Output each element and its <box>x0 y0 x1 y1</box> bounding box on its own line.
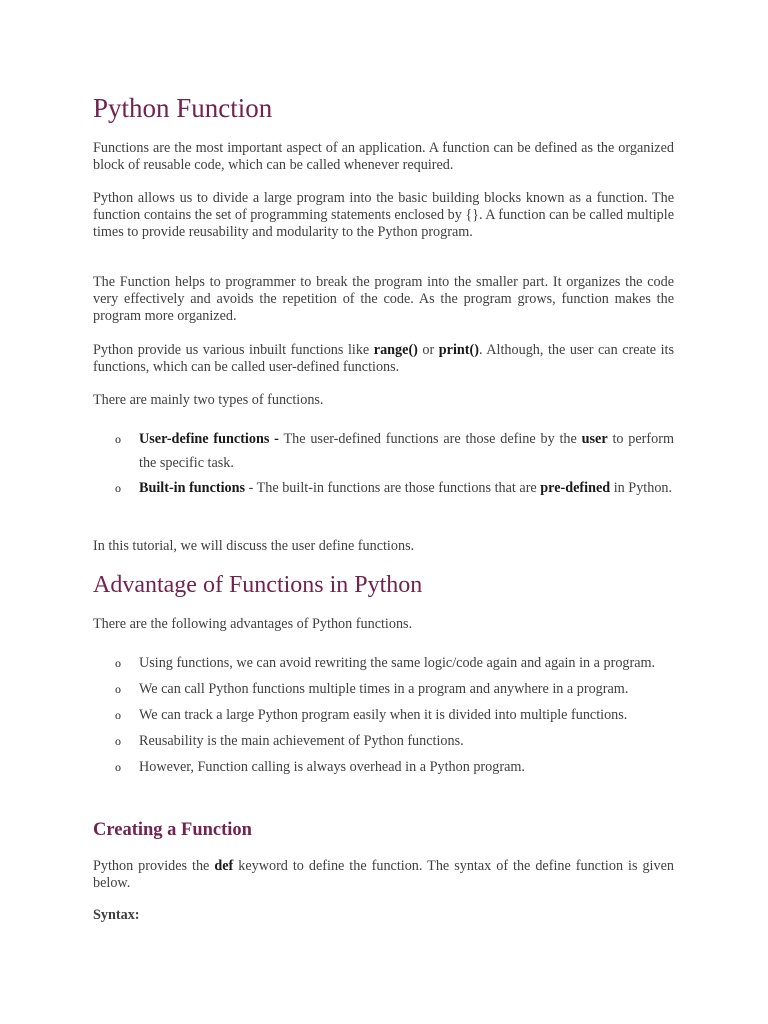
creating-function-heading: Creating a Function <box>93 820 252 840</box>
intro-p4-text-b: or <box>417 342 439 358</box>
list-item <box>93 428 674 475</box>
list-item-bold-lead: User-define functions - <box>139 431 279 447</box>
create-text-a: Python provides the <box>93 858 215 874</box>
list-item <box>93 756 674 780</box>
bullet-marker: o <box>115 432 121 446</box>
list-item-bold-inline: pre-defined <box>540 480 611 496</box>
list-item <box>93 678 674 702</box>
intro-paragraph-2: Python allows us to divide a large program into the basic building blocks known as a function. The function contains the set of programming statements enclosed by {}. A function can be called multiple times to provide reusability and modularity to the Python program. <box>93 190 674 240</box>
list-item <box>93 704 674 728</box>
page-title: Python Function <box>93 93 273 123</box>
list-item-bold-lead: Built-in functions <box>139 480 246 496</box>
advantage-intro: There are the following advantages of Python functions. <box>93 616 413 632</box>
bullet-marker: o <box>115 656 121 670</box>
bullet-marker: o <box>115 708 121 722</box>
tutorial-note: In this tutorial, we will discuss the user define functions. <box>93 538 415 554</box>
advantage-heading: Advantage of Functions in Python <box>93 572 423 598</box>
range-keyword: range() <box>373 342 418 358</box>
list-item <box>93 730 674 754</box>
list-item-bold-inline: user <box>581 431 608 447</box>
list-item-text: We can call Python functions multiple times in a program and anywhere in a program. <box>139 681 629 697</box>
intro-p4-text-c: . Although, the user can create its functions, which can be called user-defined functions. <box>93 342 674 375</box>
intro-paragraph-5: There are mainly two types of functions. <box>93 392 324 408</box>
list-item-text: We can track a large Python program easily when it is divided into multiple functions. <box>139 707 628 723</box>
intro-paragraph-1: Functions are the most important aspect of an application. A function can be defined as the organized block of reusable code, which can be called whenever required. <box>93 140 674 173</box>
list-item-text: in Python. <box>610 480 673 496</box>
def-keyword: def <box>214 858 234 874</box>
advantages-list <box>93 652 674 780</box>
intro-p4-text-a: Python provide us various inbuilt functions like <box>93 342 374 358</box>
list-item-text: The user-defined functions are those define by the <box>278 431 582 447</box>
list-item-text: Using functions, we can avoid rewriting the same logic/code again and again in a program. <box>139 655 656 671</box>
create-text-b: keyword to define the function. The syntax of the define function is given below. <box>93 858 674 891</box>
list-item-text: However, Function calling is always overhead in a Python program. <box>139 759 525 775</box>
bullet-marker: o <box>115 481 121 495</box>
syntax-label: Syntax: <box>93 907 140 923</box>
list-item-text: to perform the specific task. <box>139 431 674 471</box>
list-item <box>93 477 674 501</box>
list-item-text: - The built-in functions are those functions that are <box>245 480 541 496</box>
print-keyword: print() <box>438 342 479 358</box>
bullet-marker: o <box>115 734 121 748</box>
list-item <box>93 652 674 676</box>
intro-paragraph-4 <box>93 342 674 376</box>
intro-paragraph-3: The Function helps to programmer to break the program into the smaller part. It organizes the code very effectively and avoids the repetition of the code. As the program grows, function makes the program more organized. <box>93 274 674 324</box>
create-paragraph <box>93 858 674 892</box>
bullet-marker: o <box>115 760 121 774</box>
list-item-text: Reusability is the main achievement of Python functions. <box>139 733 464 749</box>
function-types-list <box>93 428 674 501</box>
bullet-marker: o <box>115 682 121 696</box>
